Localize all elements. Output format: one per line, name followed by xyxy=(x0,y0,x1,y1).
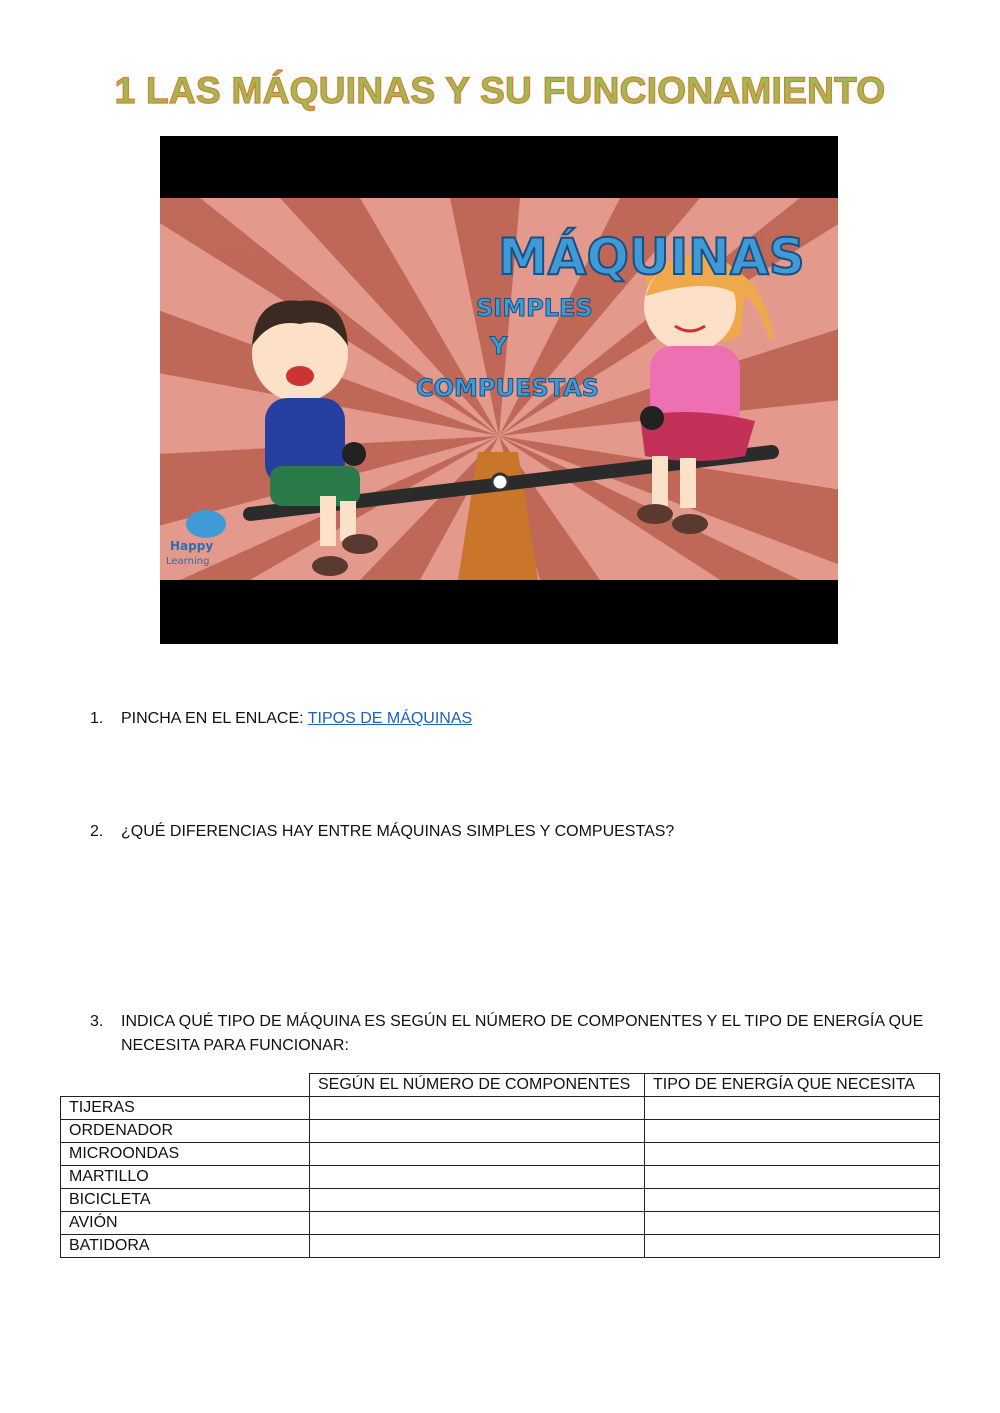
answer-cell-components[interactable] xyxy=(310,1212,645,1235)
answer-cell-energy[interactable] xyxy=(645,1166,940,1189)
answer-cell-energy[interactable] xyxy=(645,1189,940,1212)
question-number: 2. xyxy=(90,823,104,840)
row-label: BICICLETA xyxy=(61,1189,310,1212)
question-number: 1. xyxy=(90,710,104,727)
question-text-line2: NECESITA PARA FUNCIONAR: xyxy=(121,1037,349,1054)
table-row xyxy=(61,1212,940,1235)
row-label: TIJERAS xyxy=(61,1097,310,1120)
table-row xyxy=(61,1120,940,1143)
answer-cell-components[interactable] xyxy=(310,1143,645,1166)
video-title-y: Y xyxy=(490,332,508,360)
link-tipos-de-maquinas[interactable]: TIPOS DE MÁQUINAS xyxy=(307,710,473,727)
table-header-components: SEGÚN EL NÚMERO DE COMPONENTES xyxy=(310,1074,645,1097)
row-label: MICROONDAS xyxy=(61,1143,310,1166)
answer-cell-energy[interactable] xyxy=(645,1097,940,1120)
answer-cell-energy[interactable] xyxy=(645,1235,940,1258)
video-thumbnail-art xyxy=(160,136,838,644)
row-label: BATIDORA xyxy=(61,1235,310,1258)
table-corner-cell xyxy=(61,1074,310,1097)
table-header-energy: TIPO DE ENERGÍA QUE NECESITA xyxy=(645,1074,940,1097)
question-number: 3. xyxy=(90,1013,104,1030)
row-label: ORDENADOR xyxy=(61,1120,310,1143)
question-text: PINCHA EN EL ENLACE: xyxy=(121,710,308,727)
answer-cell-components[interactable] xyxy=(310,1235,645,1258)
video-title-simples: SIMPLES xyxy=(476,294,593,322)
answer-cell-components[interactable] xyxy=(310,1166,645,1189)
answer-cell-energy[interactable] xyxy=(645,1120,940,1143)
table-row xyxy=(61,1097,940,1120)
classification-table xyxy=(60,1073,940,1258)
answer-cell-energy[interactable] xyxy=(645,1212,940,1235)
row-label: AVIÓN xyxy=(61,1212,310,1235)
row-label: MARTILLO xyxy=(61,1166,310,1189)
logo-text-happy: Happy xyxy=(170,539,214,553)
table-header-row xyxy=(61,1074,940,1097)
table-row xyxy=(61,1235,940,1258)
logo-text-learning: Learning xyxy=(166,556,210,567)
answer-cell-components[interactable] xyxy=(310,1120,645,1143)
table-row xyxy=(61,1189,940,1212)
question-text: ¿QUÉ DIFERENCIAS HAY ENTRE MÁQUINAS SIMPLES Y COMPUESTAS? xyxy=(121,823,675,840)
video-thumbnail[interactable] xyxy=(160,136,838,644)
table-row xyxy=(61,1166,940,1189)
video-title-maquinas: MÁQUINAS xyxy=(498,228,805,286)
answer-cell-components[interactable] xyxy=(310,1189,645,1212)
video-title-compuestas: COMPUESTAS xyxy=(416,374,600,402)
answer-cell-components[interactable] xyxy=(310,1097,645,1120)
answer-cell-energy[interactable] xyxy=(645,1143,940,1166)
page-title: 1 LAS MÁQUINAS Y SU FUNCIONAMIENTO xyxy=(114,70,886,111)
question-text-line1: INDICA QUÉ TIPO DE MÁQUINA ES SEGÚN EL NÚMERO DE COMPONENTES Y EL TIPO DE ENERGÍA QUE xyxy=(121,1013,924,1030)
table-row xyxy=(61,1143,940,1166)
